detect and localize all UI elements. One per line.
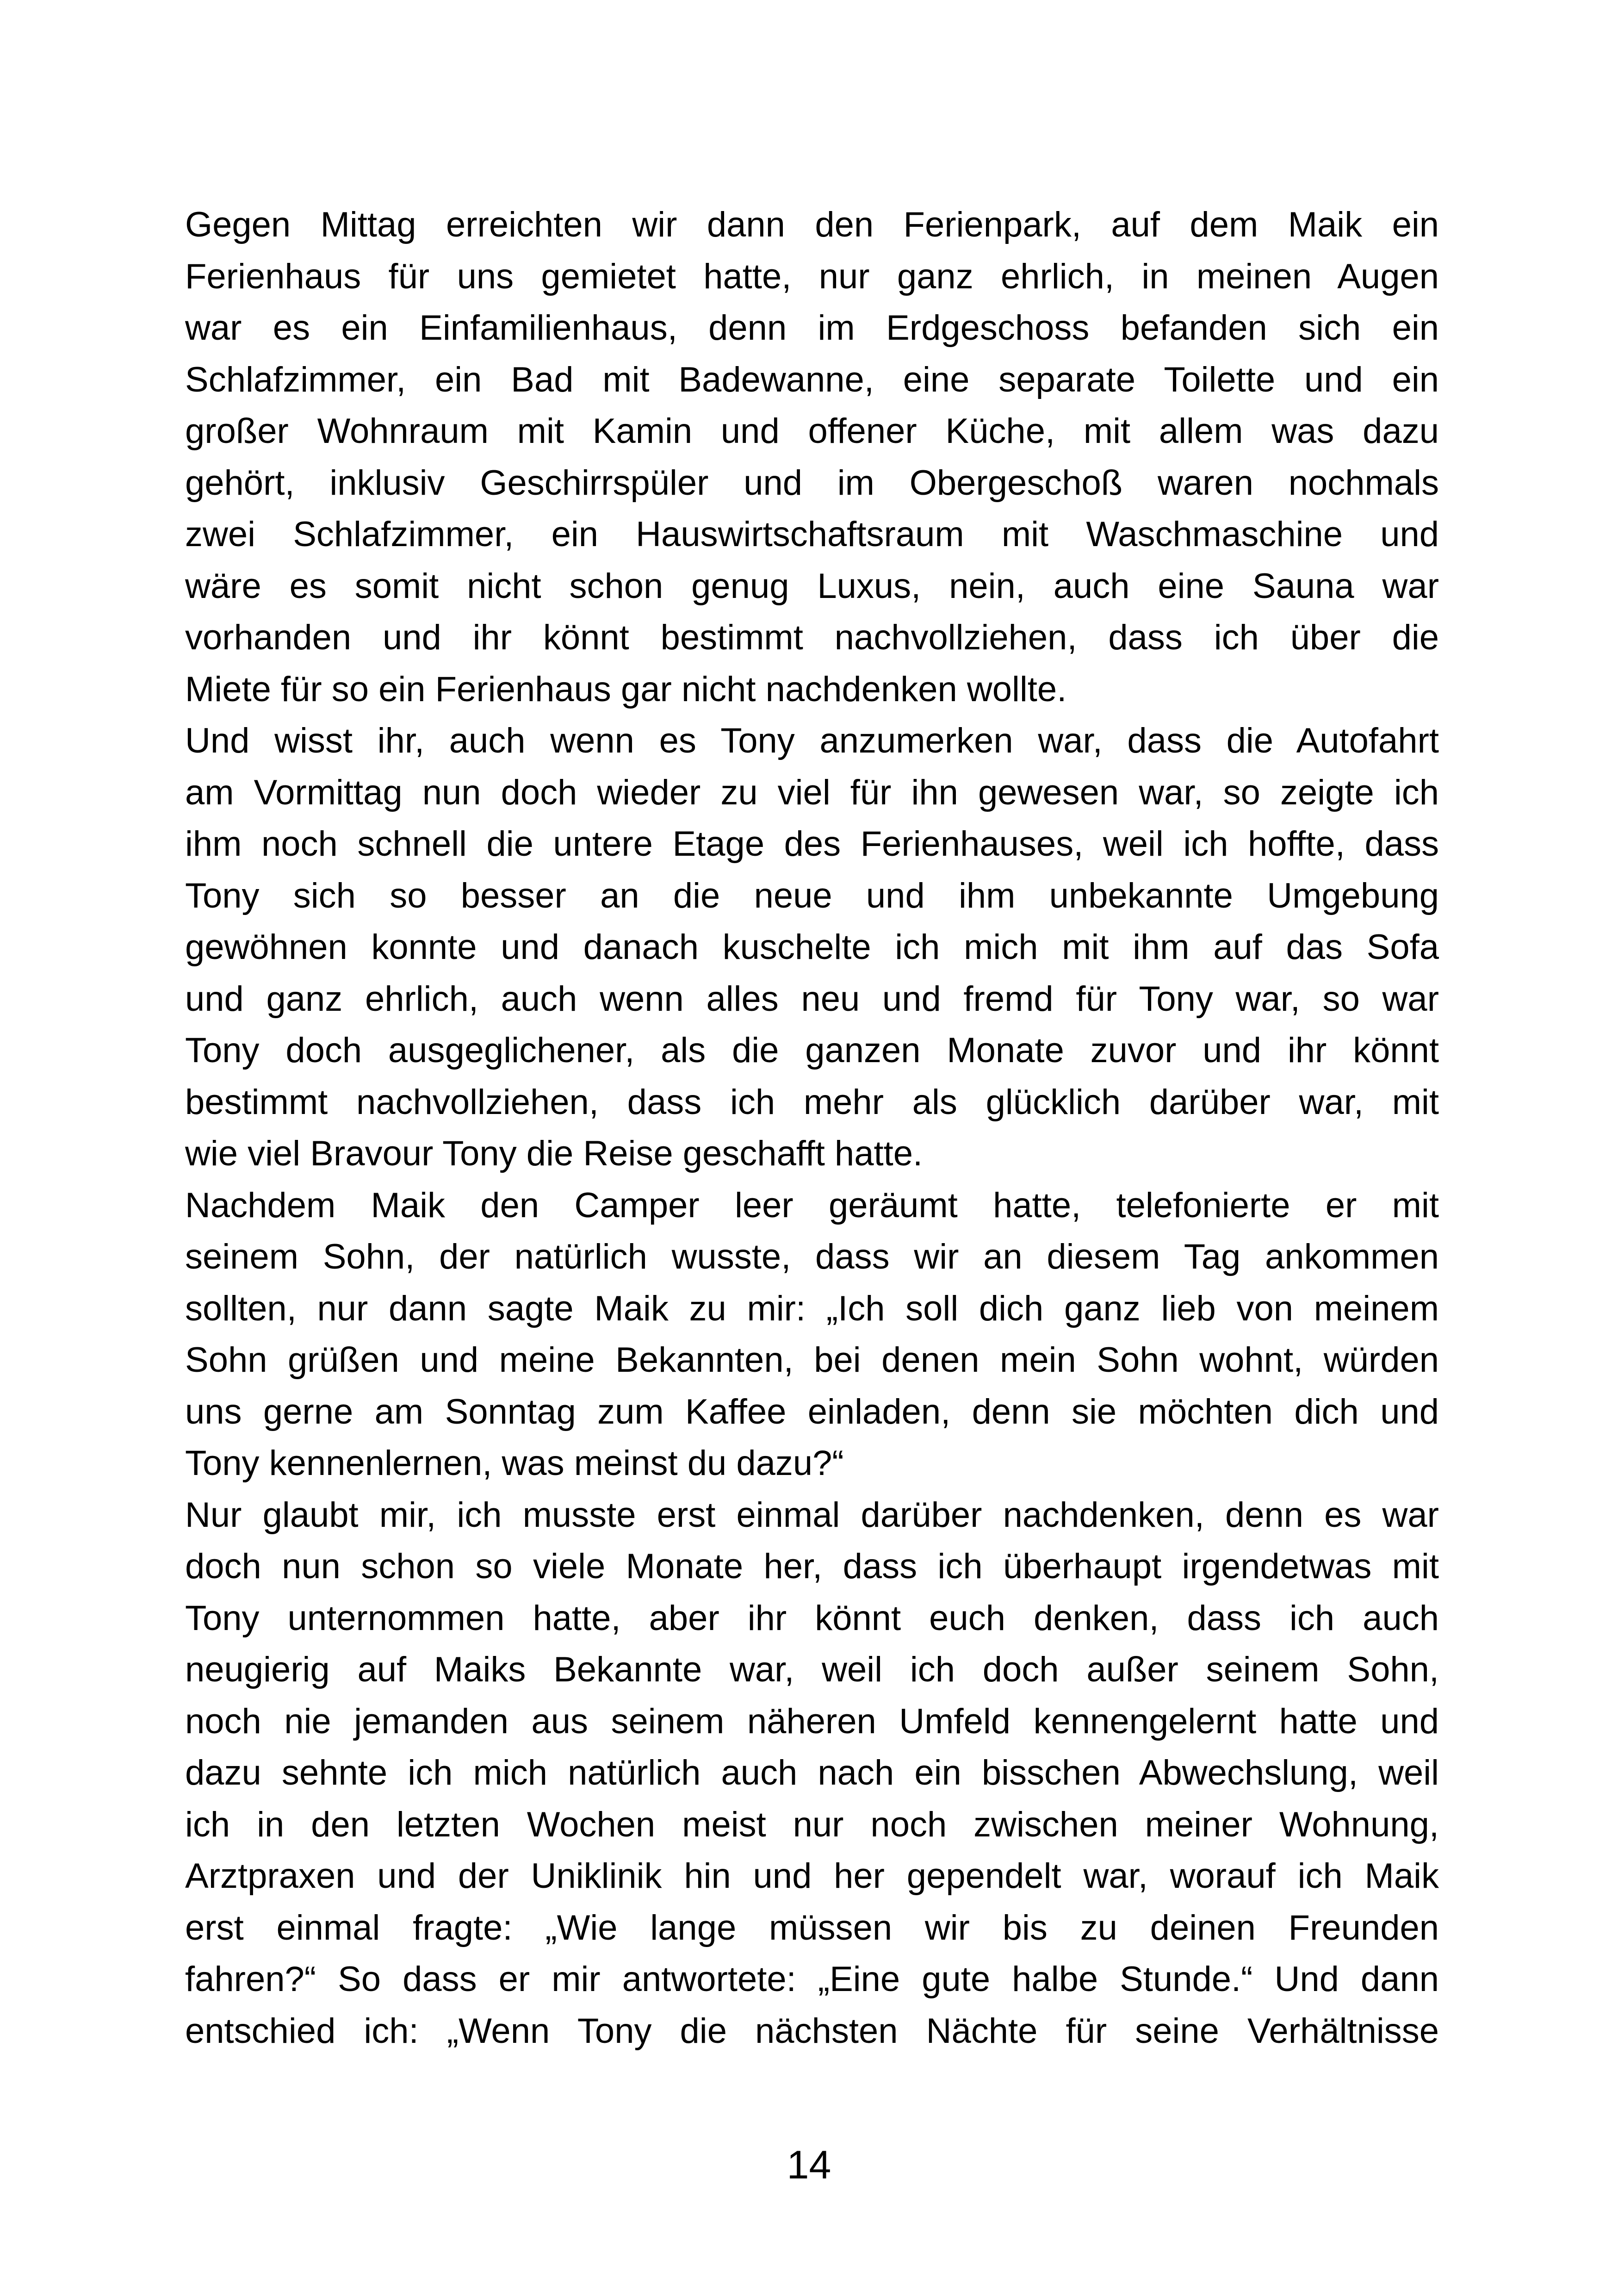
- text-line: Tony sich so besser an die neue und ihm unbekannte Umgebung: [185, 876, 1439, 915]
- text-line: Arztpraxen und der Uniklinik hin und her gependelt war, worauf ich Maik: [185, 1856, 1439, 1896]
- text-line: uns gerne am Sonntag zum Kaffee einladen, denn sie möchten dich und: [185, 1392, 1439, 1431]
- text-line: Gegen Mittag erreichten wir dann den Ferienpark, auf dem Maik ein: [185, 205, 1439, 244]
- paragraph: [185, 715, 1439, 1180]
- text-line: am Vormittag nun doch wieder zu viel für ihn gewesen war, so zeigte ich: [185, 772, 1439, 812]
- text-line: gehört, inklusiv Geschirrspüler und im Obergeschoß waren nochmals: [185, 463, 1439, 503]
- text-line: Tony kennenlernen, was meinst du dazu?“: [185, 1444, 844, 1483]
- text-line: ich in den letzten Wochen meist nur noch zwischen meiner Wohnung,: [185, 1804, 1439, 1844]
- text-line: Sohn grüßen und meine Bekannten, bei denen mein Sohn wohnt, würden: [185, 1340, 1439, 1380]
- text-line: seinem Sohn, der natürlich wusste, dass wir an diesem Tag ankommen: [185, 1237, 1439, 1276]
- text-line: sollten, nur dann sagte Maik zu mir: „Ich soll dich ganz lieb von meinem: [185, 1288, 1439, 1328]
- page-number: 14: [787, 2143, 831, 2187]
- paragraph: [185, 1489, 1439, 2057]
- text-line: großer Wohnraum mit Kamin und offener Küche, mit allem was dazu: [185, 411, 1439, 451]
- paragraph: [185, 1180, 1439, 1489]
- text-line: Ferienhaus für uns gemietet hatte, nur ganz ehrlich, in meinen Augen: [185, 256, 1439, 296]
- text-line: Schlafzimmer, ein Bad mit Badewanne, eine separate Toilette und ein: [185, 360, 1439, 399]
- text-line: zwei Schlafzimmer, ein Hauswirtschaftsraum mit Waschmaschine und: [185, 515, 1439, 554]
- text-line: wie viel Bravour Tony die Reise geschafft hatte.: [185, 1134, 923, 1173]
- text-line: Nachdem Maik den Camper leer geräumt hatte, telefonierte er mit: [185, 1185, 1439, 1225]
- text-line: war es ein Einfamilienhaus, denn im Erdgeschoss befanden sich ein: [185, 308, 1439, 348]
- text-line: fahren?“ So dass er mir antwortete: „Eine gute halbe Stunde.“ Und dann: [185, 1960, 1439, 1999]
- text-line: gewöhnen konnte und danach kuschelte ich mich mit ihm auf das Sofa: [185, 927, 1439, 967]
- text-line: noch nie jemanden aus seinem näheren Umfeld kennengelernt hatte und: [185, 1701, 1439, 1741]
- text-line: entschied ich: „Wenn Tony die nächsten Nächte für seine Verhältnisse: [185, 2011, 1439, 2051]
- text-line: Miete für so ein Ferienhaus gar nicht nachdenken wollte.: [185, 669, 1067, 709]
- text-line: doch nun schon so viele Monate her, dass ich überhaupt irgendetwas mit: [185, 1547, 1439, 1586]
- text-line: Nur glaubt mir, ich musste erst einmal darüber nachdenken, denn es war: [185, 1495, 1439, 1535]
- text-line: Tony unternommen hatte, aber ihr könnt euch denken, dass ich auch: [185, 1598, 1439, 1638]
- text-line: ihm noch schnell die untere Etage des Ferienhauses, weil ich hoffte, dass: [185, 824, 1439, 864]
- text-line: Tony doch ausgeglichener, als die ganzen Monate zuvor und ihr könnt: [185, 1031, 1439, 1070]
- paragraph: [185, 199, 1439, 715]
- text-line: erst einmal fragte: „Wie lange müssen wir bis zu deinen Freunden: [185, 1908, 1439, 1948]
- text-line: wäre es somit nicht schon genug Luxus, nein, auch eine Sauna war: [185, 566, 1439, 606]
- text-line: vorhanden und ihr könnt bestimmt nachvollziehen, dass ich über die: [185, 618, 1439, 657]
- text-line: und ganz ehrlich, auch wenn alles neu und fremd für Tony war, so war: [185, 979, 1439, 1019]
- text-line: dazu sehnte ich mich natürlich auch nach ein bisschen Abwechslung, weil: [185, 1753, 1439, 1792]
- text-line: bestimmt nachvollziehen, dass ich mehr als glücklich darüber war, mit: [185, 1082, 1439, 1122]
- text-line: Und wisst ihr, auch wenn es Tony anzumerken war, dass die Autofahrt: [185, 721, 1439, 760]
- body-text: [185, 199, 1439, 2057]
- text-line: neugierig auf Maiks Bekannte war, weil ich doch außer seinem Sohn,: [185, 1650, 1439, 1689]
